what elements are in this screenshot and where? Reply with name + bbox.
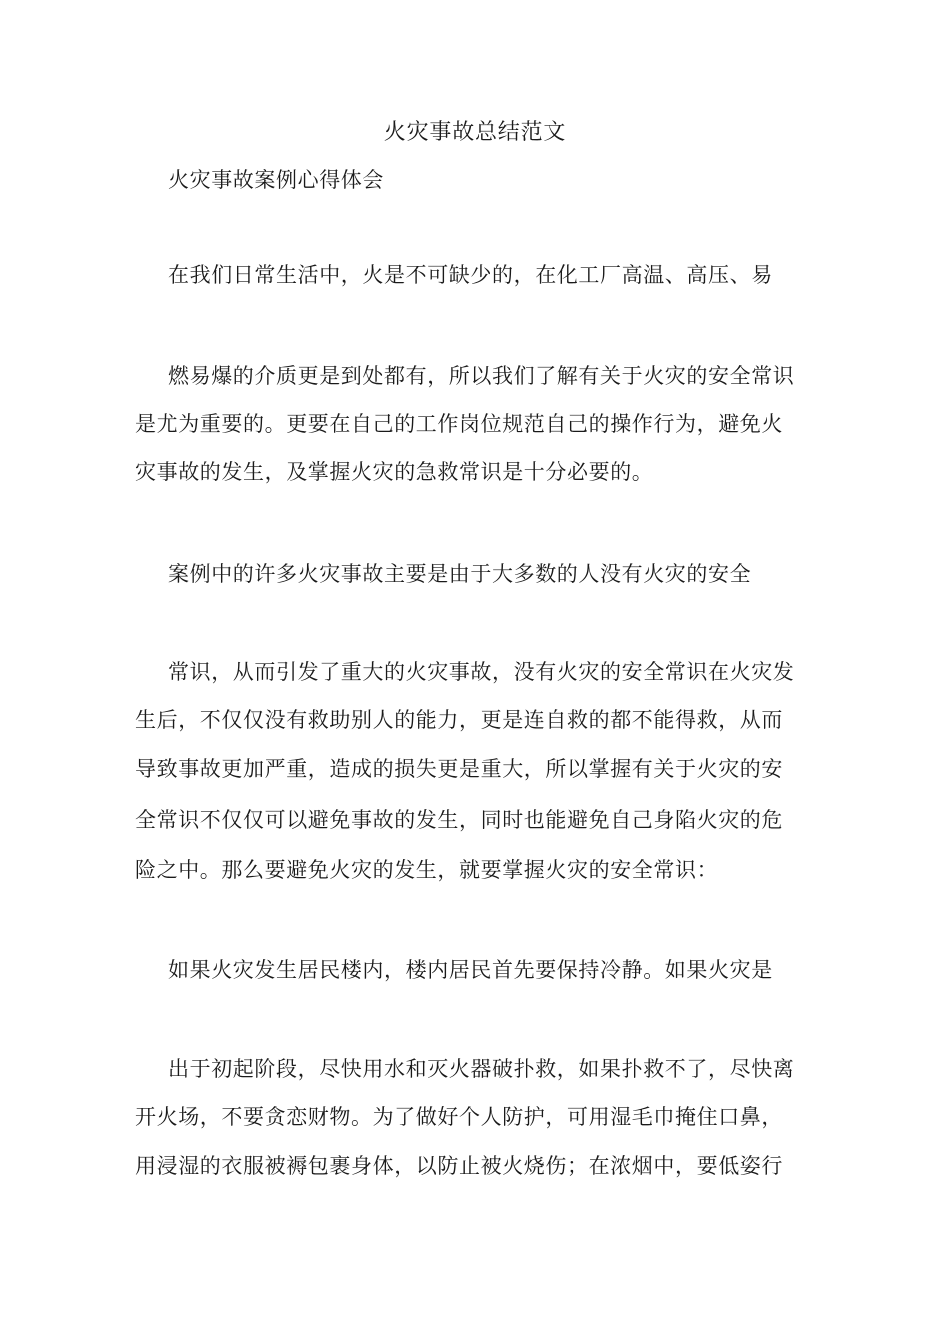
body-line: 险之中。那么要避免火灾的发生，就要掌握火灾的安全常识：: [135, 858, 719, 882]
body-line: 开火场，不要贪恋财物。为了做好个人防护，可用湿毛巾掩住口鼻，: [135, 1105, 783, 1129]
document-subtitle: 火灾事故案例心得体会: [168, 168, 384, 192]
body-line: 常识，从而引发了重大的火灾事故，没有火灾的安全常识在火灾发: [168, 660, 795, 684]
body-line: 在我们日常生活中，火是不可缺少的，在化工厂高温、高压、易: [168, 263, 773, 287]
body-line: 如果火灾发生居民楼内，楼内居民首先要保持冷静。如果火灾是: [168, 958, 773, 982]
body-line: 生后，不仅仅没有救助别人的能力，更是连自救的都不能得救，从而: [135, 708, 783, 732]
body-line: 燃易爆的介质更是到处都有，所以我们了解有关于火灾的安全常识: [168, 364, 795, 388]
body-line: 全常识不仅仅可以避免事故的发生，同时也能避免自己身陷火灾的危: [135, 808, 783, 832]
body-line: 是尤为重要的。更要在自己的工作岗位规范自己的操作行为，避免火: [135, 412, 783, 436]
body-line: 导致事故更加严重，造成的损失更是重大，所以掌握有关于火灾的安: [135, 757, 783, 781]
document-title: 火灾事故总结范文: [383, 120, 567, 145]
body-line: 出于初起阶段，尽快用水和灭火器破扑救，如果扑救不了，尽快离: [168, 1057, 795, 1081]
body-line: 案例中的许多火灾事故主要是由于大多数的人没有火灾的安全: [168, 562, 752, 586]
body-line: 灾事故的发生，及掌握火灾的急救常识是十分必要的。: [135, 460, 654, 484]
body-line: 用浸湿的衣服被褥包裹身体，以防止被火烧伤；在浓烟中，要低姿行: [135, 1154, 783, 1178]
